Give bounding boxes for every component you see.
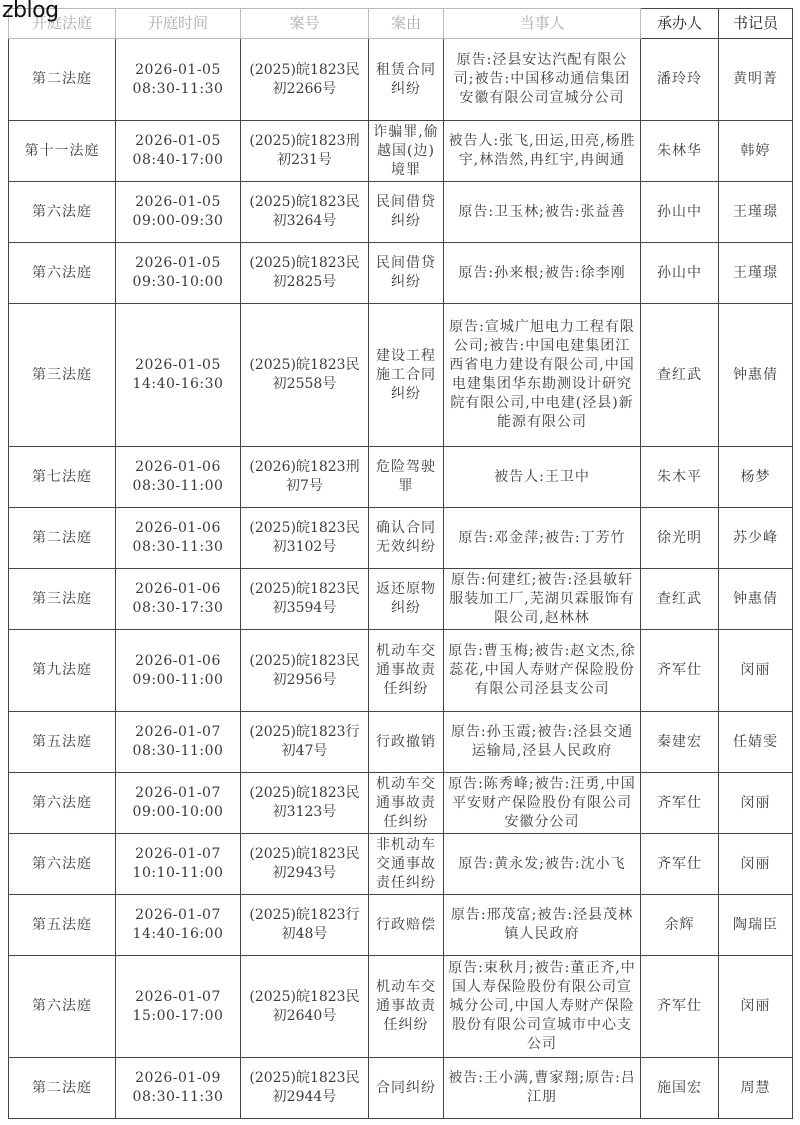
judge-cell: 朱林华 (641, 121, 719, 182)
judge-cell: 朱木平 (641, 447, 719, 508)
time-cell (116, 956, 241, 1058)
hearing-hours: 15:00-17:00 (132, 1007, 224, 1024)
header-clerk: 书记员 (719, 9, 793, 39)
hearing-date: 2026-01-06 (135, 520, 221, 536)
hearing-date: 2026-01-05 (135, 133, 221, 149)
parties-cell: 原告:陈秀峰;被告:汪勇,中国平安财产保险股份有限公司安徽分公司 (444, 773, 641, 834)
hearing-date: 2026-01-05 (135, 255, 221, 271)
hearing-date: 2026-01-06 (135, 652, 221, 669)
hearing-date: 2026-01-07 (135, 988, 221, 1005)
case-type-cell: 确认合同无效纠纷 (369, 508, 444, 569)
case-number-cell: (2025)皖1823行初47号 (241, 712, 369, 773)
court-cell: 第二法庭 (9, 1058, 116, 1119)
parties-cell: 被告人:王卫中 (444, 447, 641, 508)
clerk-cell: 周慧 (719, 1058, 793, 1119)
case-type-cell: 行政撤销 (369, 712, 444, 773)
header-case-no: 案号 (241, 9, 369, 39)
court-cell: 第五法庭 (9, 712, 116, 773)
parties-cell: 原告:卫玉林;被告:张益善 (444, 182, 641, 243)
judge-cell: 齐军仕 (641, 773, 719, 834)
parties-cell: 被告:王小满,曹家翔;原告:吕江朋 (444, 1058, 641, 1119)
header-court: 开庭法庭 (9, 9, 116, 39)
time-cell (116, 630, 241, 712)
case-number-cell: (2025)皖1823民初2944号 (241, 1058, 369, 1119)
table-row (9, 895, 793, 956)
table-row (9, 712, 793, 773)
judge-cell: 余辉 (641, 895, 719, 956)
parties-cell: 被告人:张飞,田运,田亮,杨胜宇,林浩然,冉红宇,冉闽通 (444, 121, 641, 182)
clerk-cell: 王瑾璟 (719, 182, 793, 243)
time-cell (116, 773, 241, 834)
table-row (9, 447, 793, 508)
case-number-cell: (2025)皖1823民初2640号 (241, 956, 369, 1058)
header-case-type: 案由 (369, 9, 444, 39)
case-number-cell: (2025)皖1823民初3102号 (241, 508, 369, 569)
time-cell (116, 121, 241, 182)
hearing-date: 2026-01-07 (135, 846, 221, 862)
case-type-cell: 机动车交通事故责任纠纷 (369, 956, 444, 1058)
case-number-cell: (2025)皖1823民初2825号 (241, 243, 369, 304)
case-type-cell: 返还原物纠纷 (369, 569, 444, 630)
table-row (9, 121, 793, 182)
hearing-hours: 14:40-16:30 (132, 376, 224, 392)
court-cell: 第三法庭 (9, 304, 116, 447)
table-header-row (9, 9, 793, 39)
hearing-hours: 08:30-11:30 (132, 1089, 224, 1105)
court-cell: 第六法庭 (9, 956, 116, 1058)
court-cell: 第六法庭 (9, 834, 116, 895)
hearing-hours: 08:30-11:30 (132, 539, 224, 555)
hearing-date: 2026-01-09 (135, 1070, 221, 1086)
time-cell (116, 712, 241, 773)
case-type-cell: 非机动车交通事故责任纠纷 (369, 834, 444, 895)
hearing-date: 2026-01-07 (135, 785, 221, 801)
clerk-cell: 钟惠倩 (719, 569, 793, 630)
case-type-cell: 民间借贷纠纷 (369, 182, 444, 243)
time-cell (116, 243, 241, 304)
case-type-cell: 民间借贷纠纷 (369, 243, 444, 304)
header-judge: 承办人 (641, 9, 719, 39)
parties-cell: 原告:宣城广旭电力工程有限公司;被告:中国电建集团江西省电力建设有限公司,中国电建集团华东勘测设计研究院有限公司,中电建(泾县)新能源有限公司 (444, 304, 641, 447)
table-row (9, 569, 793, 630)
clerk-cell: 黄明菁 (719, 39, 793, 121)
case-number-cell: (2025)皖1823民初3264号 (241, 182, 369, 243)
clerk-cell: 闵丽 (719, 630, 793, 712)
table-row (9, 39, 793, 121)
table-row (9, 834, 793, 895)
table-row (9, 182, 793, 243)
hearing-date: 2026-01-06 (135, 459, 221, 475)
case-number-cell: (2025)皖1823民初2558号 (241, 304, 369, 447)
judge-cell: 潘玲玲 (641, 39, 719, 121)
clerk-cell: 苏少峰 (719, 508, 793, 569)
parties-cell: 原告:何建红;被告:泾县敏轩服装加工厂,芜湖贝霖服饰有限公司,赵林林 (444, 569, 641, 630)
case-number-cell: (2025)皖1823民初3123号 (241, 773, 369, 834)
hearing-date: 2026-01-07 (135, 907, 221, 923)
hearing-schedule-table (8, 8, 793, 1119)
table-row (9, 508, 793, 569)
header-parties: 当事人 (444, 9, 641, 39)
time-cell (116, 447, 241, 508)
case-type-cell: 行政赔偿 (369, 895, 444, 956)
hearing-hours: 09:30-10:00 (132, 274, 224, 290)
court-cell: 第六法庭 (9, 773, 116, 834)
time-cell (116, 895, 241, 956)
judge-cell: 查红武 (641, 304, 719, 447)
time-cell (116, 834, 241, 895)
table-row (9, 243, 793, 304)
clerk-cell: 王瑾璟 (719, 243, 793, 304)
table-row (9, 304, 793, 447)
clerk-cell: 闵丽 (719, 834, 793, 895)
time-cell (116, 569, 241, 630)
court-cell: 第六法庭 (9, 243, 116, 304)
judge-cell: 徐光明 (641, 508, 719, 569)
case-number-cell: (2025)皖1823行初48号 (241, 895, 369, 956)
hearing-date: 2026-01-05 (135, 357, 221, 373)
case-number-cell: (2025)皖1823民初2956号 (241, 630, 369, 712)
clerk-cell: 任婧雯 (719, 712, 793, 773)
hearing-hours: 08:30-11:30 (132, 80, 224, 97)
judge-cell: 秦建宏 (641, 712, 719, 773)
time-cell (116, 508, 241, 569)
case-type-cell: 机动车交通事故责任纠纷 (369, 630, 444, 712)
judge-cell: 齐军仕 (641, 630, 719, 712)
parties-cell: 原告:黄永发;被告:沈小飞 (444, 834, 641, 895)
hearing-hours: 08:30-11:00 (132, 478, 224, 494)
case-type-cell: 建设工程施工合同纠纷 (369, 304, 444, 447)
case-number-cell: (2026)皖1823刑初7号 (241, 447, 369, 508)
parties-cell: 原告:曹玉梅;被告:赵文杰,徐蕊花,中国人寿财产保险股份有限公司泾县支公司 (444, 630, 641, 712)
judge-cell: 孙山中 (641, 243, 719, 304)
hearing-hours: 08:40-17:00 (132, 152, 224, 168)
clerk-cell: 闵丽 (719, 773, 793, 834)
time-cell (116, 39, 241, 121)
judge-cell: 齐军仕 (641, 956, 719, 1058)
court-cell: 第六法庭 (9, 182, 116, 243)
time-cell (116, 304, 241, 447)
table-row (9, 956, 793, 1058)
case-type-cell: 合同纠纷 (369, 1058, 444, 1119)
parties-cell: 原告:孙玉霞;被告:泾县交通运输局,泾县人民政府 (444, 712, 641, 773)
table-row (9, 773, 793, 834)
judge-cell: 查红武 (641, 569, 719, 630)
table-row (9, 630, 793, 712)
hearing-date: 2026-01-06 (135, 581, 221, 597)
header-time: 开庭时间 (116, 9, 241, 39)
parties-cell: 原告:孙来根;被告:徐李刚 (444, 243, 641, 304)
case-type-cell: 机动车交通事故责任纠纷 (369, 773, 444, 834)
hearing-hours: 09:00-10:00 (132, 804, 224, 820)
table-row (9, 1058, 793, 1119)
hearing-hours: 09:00-09:30 (132, 213, 224, 229)
time-cell (116, 182, 241, 243)
judge-cell: 孙山中 (641, 182, 719, 243)
parties-cell: 原告:泾县安达汽配有限公司;被告:中国移动通信集团安徽有限公司宣城分公司 (444, 39, 641, 121)
case-type-cell: 租赁合同纠纷 (369, 39, 444, 121)
case-number-cell: (2025)皖1823民初2266号 (241, 39, 369, 121)
watermark: zblog (2, 0, 59, 23)
clerk-cell: 闵丽 (719, 956, 793, 1058)
clerk-cell: 韩婷 (719, 121, 793, 182)
hearing-date: 2026-01-05 (135, 61, 221, 78)
clerk-cell: 钟惠倩 (719, 304, 793, 447)
parties-cell: 原告:邓金萍;被告:丁芳竹 (444, 508, 641, 569)
court-cell: 第五法庭 (9, 895, 116, 956)
hearing-hours: 08:30-11:00 (132, 743, 224, 759)
parties-cell: 原告:束秋月;被告:董正齐,中国人寿保险股份有限公司宣城分公司,中国人寿财产保险股份有限公司宣城市中心支公司 (444, 956, 641, 1058)
judge-cell: 施国宏 (641, 1058, 719, 1119)
clerk-cell: 陶瑞臣 (719, 895, 793, 956)
court-cell: 第七法庭 (9, 447, 116, 508)
time-cell (116, 1058, 241, 1119)
court-cell: 第三法庭 (9, 569, 116, 630)
hearing-hours: 09:00-11:00 (132, 671, 224, 688)
court-cell: 第十一法庭 (9, 121, 116, 182)
court-cell: 第九法庭 (9, 630, 116, 712)
hearing-date: 2026-01-07 (135, 724, 221, 740)
court-cell: 第二法庭 (9, 39, 116, 121)
case-number-cell: (2025)皖1823刑初231号 (241, 121, 369, 182)
case-type-cell: 危险驾驶罪 (369, 447, 444, 508)
hearing-hours: 10:10-11:00 (132, 865, 224, 881)
judge-cell: 齐军仕 (641, 834, 719, 895)
parties-cell: 原告:邢茂富;被告:泾县茂林镇人民政府 (444, 895, 641, 956)
hearing-hours: 14:40-16:00 (132, 926, 224, 942)
case-type-cell: 诈骗罪,偷越国(边)境罪 (369, 121, 444, 182)
case-number-cell: (2025)皖1823民初2943号 (241, 834, 369, 895)
case-number-cell: (2025)皖1823民初3594号 (241, 569, 369, 630)
hearing-date: 2026-01-05 (135, 194, 221, 210)
hearing-hours: 08:30-17:30 (132, 600, 224, 616)
court-cell: 第二法庭 (9, 508, 116, 569)
clerk-cell: 杨梦 (719, 447, 793, 508)
